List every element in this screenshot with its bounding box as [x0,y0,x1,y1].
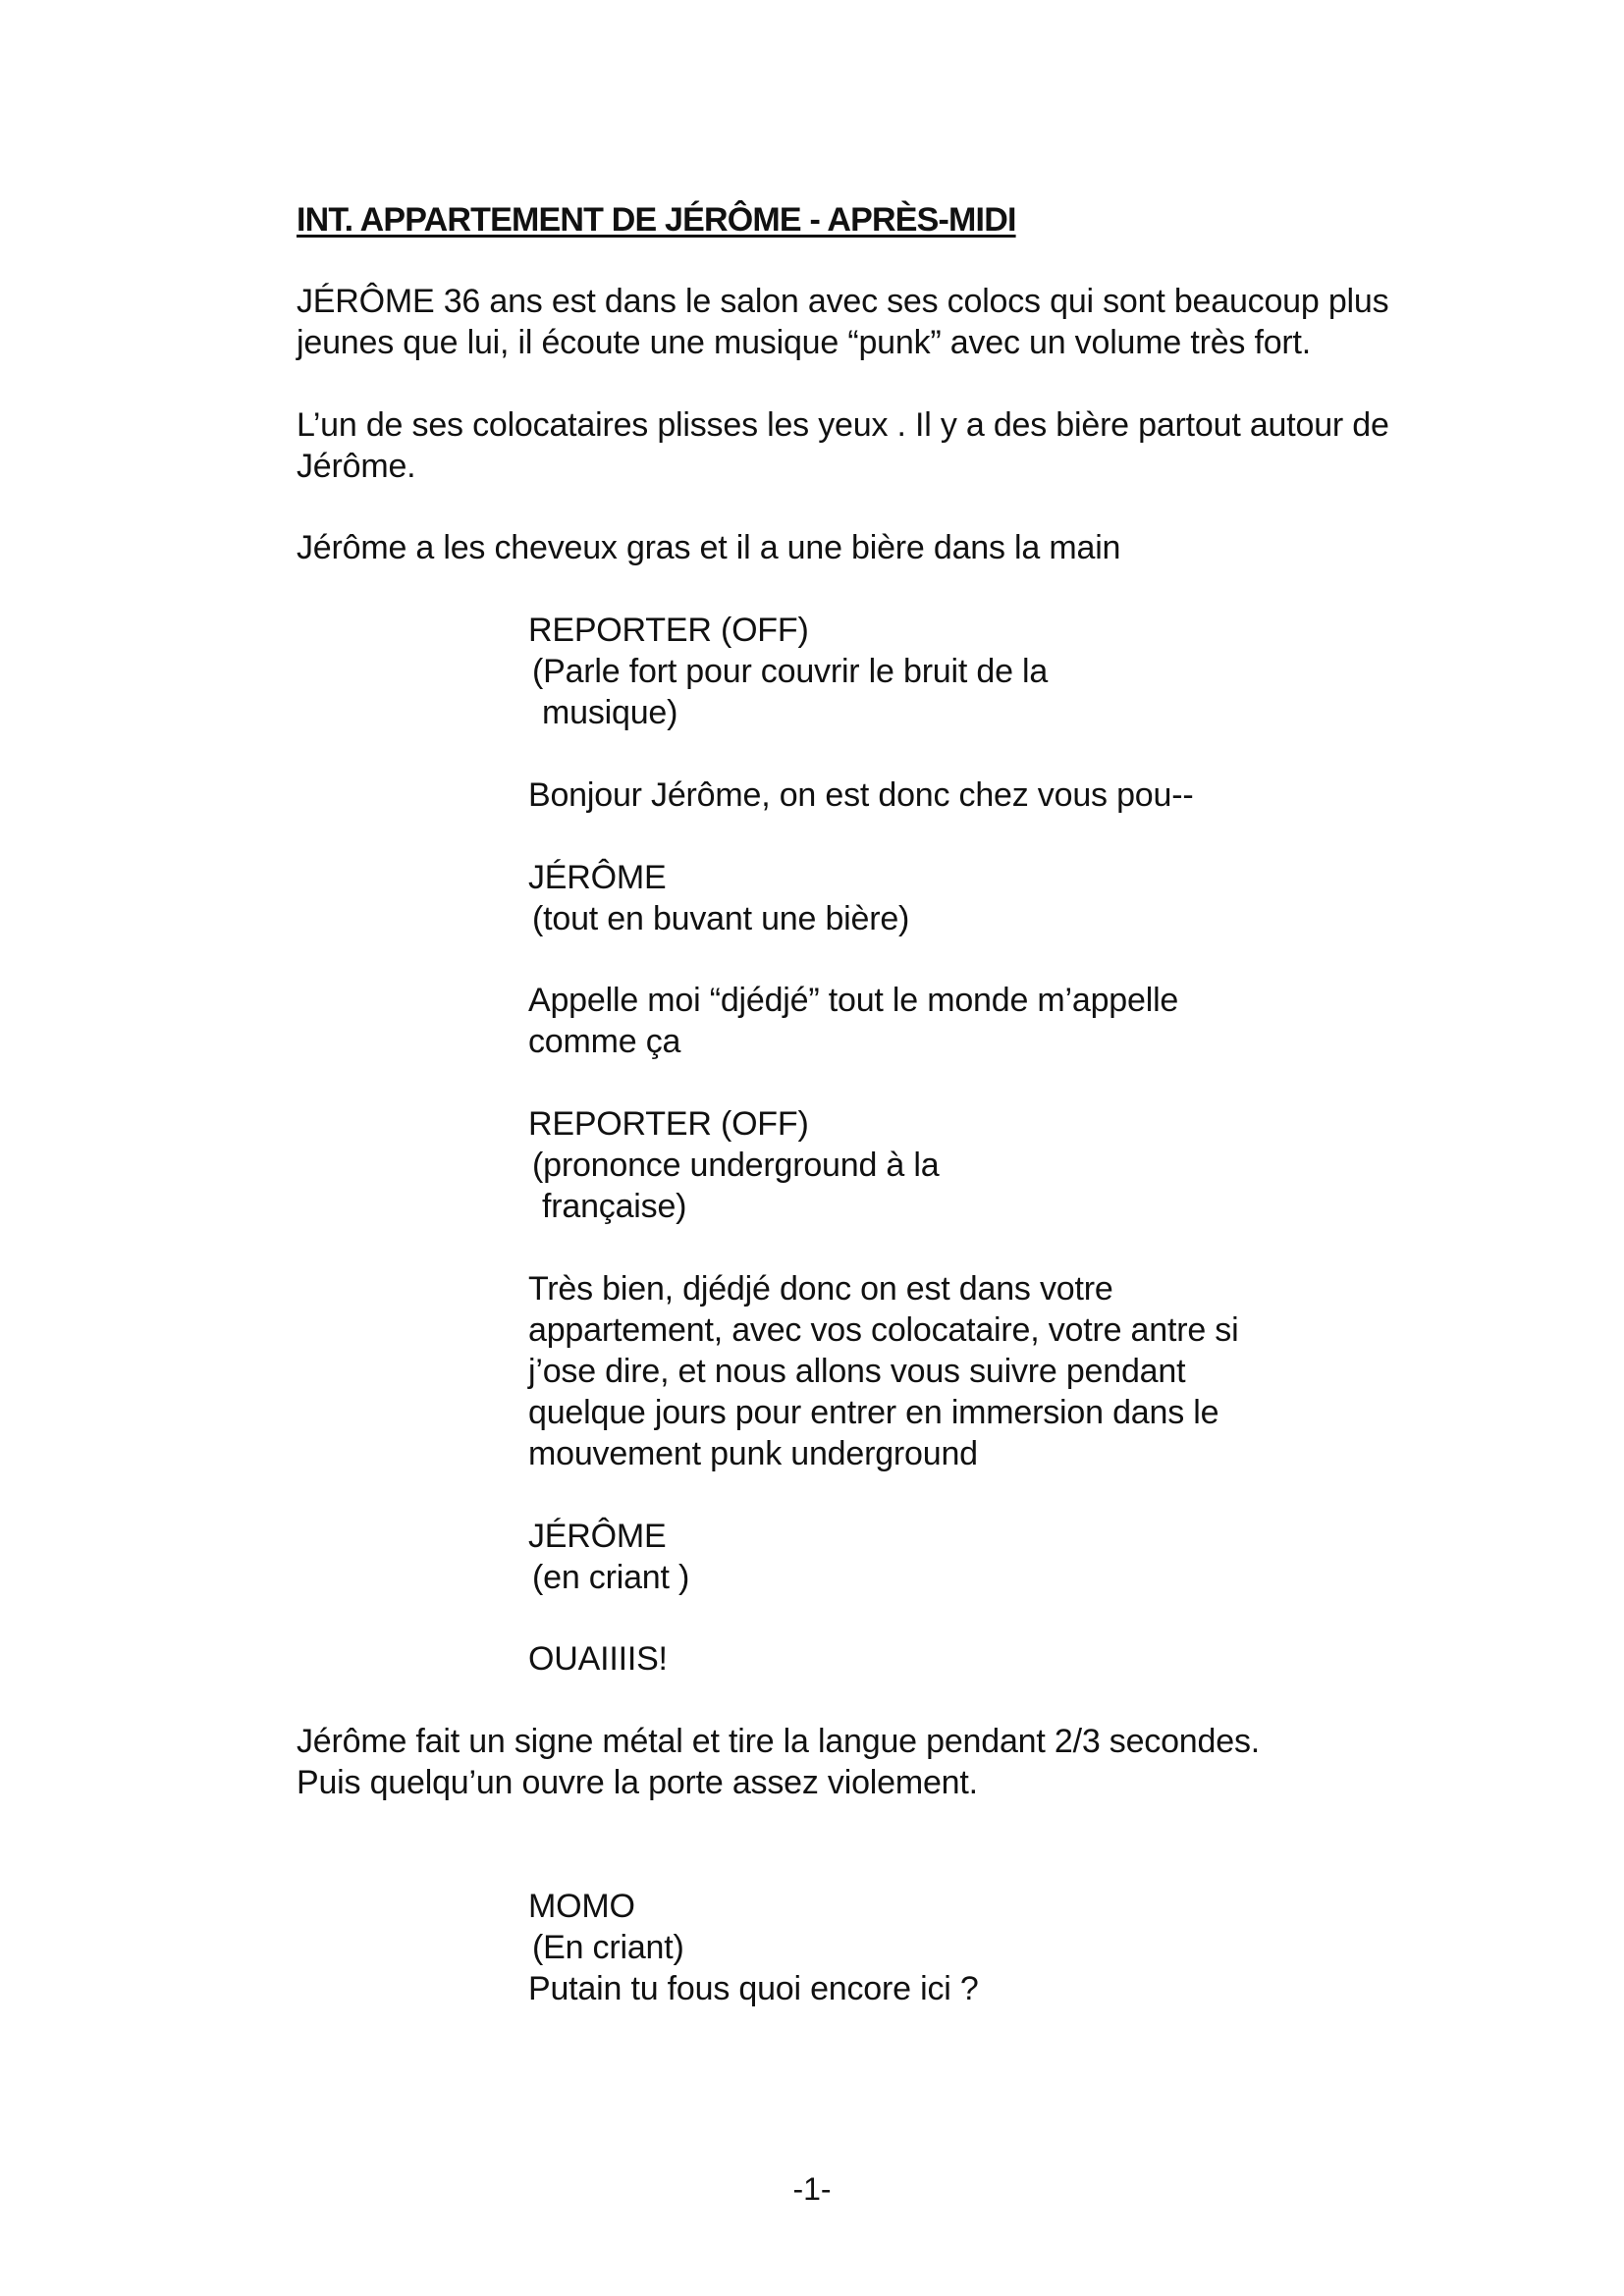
character-name: JÉRÔME [528,1518,667,1555]
parenthetical: (prononce underground à la [532,1147,940,1184]
character-name: REPORTER (OFF) [528,1105,809,1143]
dialogue-line: mouvement punk underground [528,1435,978,1472]
action-line: L’un de ses colocataires plisses les yeux . Il y a des bière partout autour de [297,406,1389,444]
dialogue-line: comme ça [528,1023,681,1060]
action-line: Puis quelqu’un ouvre la porte assez violement. [297,1764,978,1801]
parenthetical: (en criant ) [532,1559,690,1596]
dialogue-line: OUAIIIIS! [528,1640,668,1678]
action-line: JÉRÔME 36 ans est dans le salon avec ses colocs qui sont beaucoup plus [297,283,1389,320]
parenthetical: française) [542,1188,687,1225]
action-line: Jérôme. [297,448,416,485]
dialogue-line: appartement, avec vos colocataire, votre antre si [528,1311,1239,1349]
dialogue-line: Appelle moi “djédjé” tout le monde m’appelle [528,982,1179,1019]
dialogue-line: quelque jours pour entrer en immersion dans le [528,1394,1219,1431]
dialogue-line: Putain tu fous quoi encore ici ? [528,1970,979,2007]
page-number: -1- [792,2171,832,2207]
dialogue-line: Très bien, djédjé donc on est dans votre [528,1270,1113,1308]
character-name: JÉRÔME [528,859,667,896]
scene-heading: INT. APPARTEMENT DE JÉRÔME - APRÈS-MIDI [297,201,1016,239]
character-name: MOMO [528,1888,635,1925]
parenthetical: musique) [542,694,678,731]
parenthetical: (tout en buvant une bière) [532,900,910,937]
parenthetical: (En criant) [532,1929,684,1966]
action-line: jeunes que lui, il écoute une musique “punk” avec un volume très fort. [297,324,1312,361]
action-line: Jérôme fait un signe métal et tire la langue pendant 2/3 secondes. [297,1723,1260,1760]
dialogue-line: Bonjour Jérôme, on est donc chez vous pou-- [528,776,1194,814]
parenthetical: (Parle fort pour couvrir le bruit de la [532,653,1049,690]
dialogue-line: j’ose dire, et nous allons vous suivre pendant [528,1353,1186,1390]
action-line: Jérôme a les cheveux gras et il a une bière dans la main [297,529,1121,566]
character-name: REPORTER (OFF) [528,612,809,649]
